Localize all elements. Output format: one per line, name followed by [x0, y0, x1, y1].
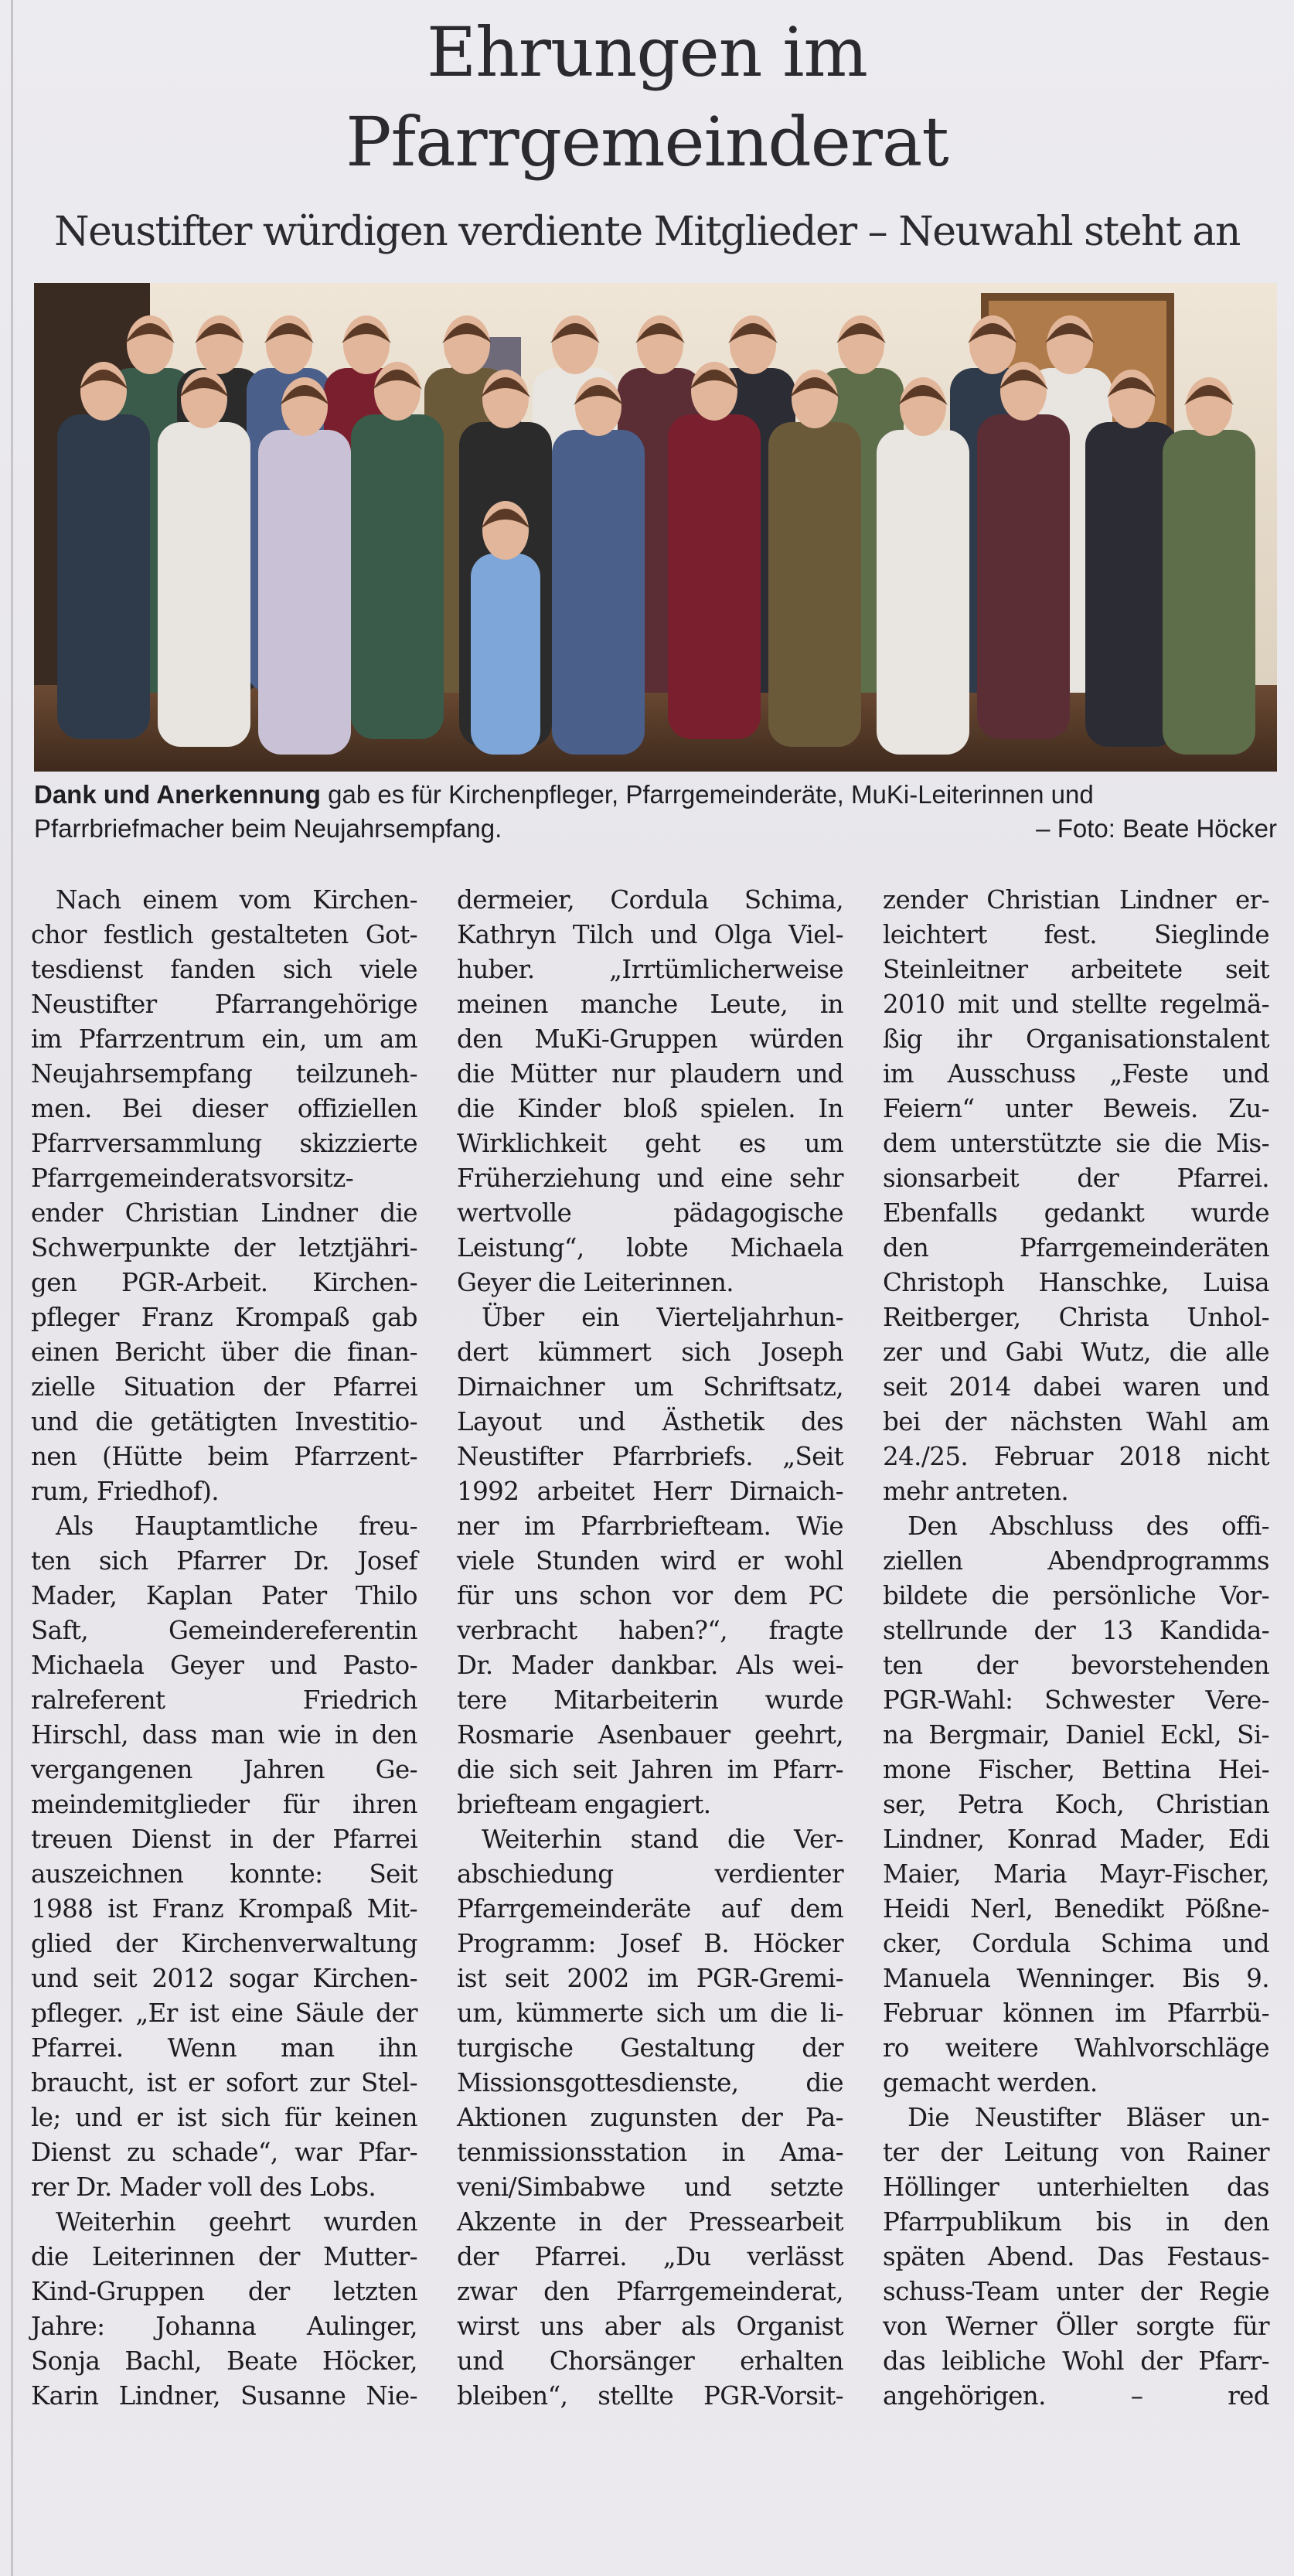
article-line: Mader, Kaplan Pater Thilo	[31, 1581, 417, 1610]
article-line: im Pfarrzentrum ein, um am	[31, 1024, 417, 1054]
article-line: angehörigen. – red	[883, 2381, 1269, 2411]
article-line: ßig ihr Organisationstalent	[883, 1024, 1269, 1054]
article-line: braucht, ist er sofort zur Stel-	[31, 2068, 417, 2097]
photo-person-front	[552, 377, 645, 755]
article-line: Pfarrei. Wenn man ihn	[31, 2033, 417, 2063]
article-line: Neustifter Pfarrbriefs. „Seit	[457, 1442, 843, 1471]
article-line: wirst uns aber als Organist	[457, 2312, 843, 2341]
article-line: und die getätigten Investitio-	[31, 1407, 417, 1436]
article-line: und seit 2012 sogar Kirchen-	[31, 1964, 417, 1993]
article-line: bleiben“, stellte PGR-Vorsit-	[457, 2381, 843, 2411]
photo-person-front	[258, 377, 351, 755]
article-line: Steinleitner arbeitete seit	[883, 955, 1269, 984]
article-line: tere Mitarbeiterin wurde	[457, 1685, 843, 1715]
article-line: Die Neustifter Bläser un-	[908, 2103, 1269, 2132]
caption-text-1: gab es für Kirchenpfleger, Pfarrgemeinderäte, MuKi-Leiterinnen und	[320, 780, 1094, 809]
article-line: le; und er ist sich für keinen	[31, 2103, 417, 2132]
article-line: pfleger Franz Krompaß gab	[31, 1303, 417, 1332]
article-line: Den Abschluss des offi-	[908, 1511, 1269, 1541]
clipping-edge	[11, 0, 13, 2576]
article-line: turgische Gestaltung der	[457, 2033, 843, 2063]
article-line: wertvolle pädagogische	[457, 1198, 843, 1228]
article-line: zender Christian Lindner er-	[883, 885, 1269, 915]
article-line: vergangenen Jahren Ge-	[31, 1755, 417, 1784]
photo-person-front	[877, 377, 969, 755]
group-photo	[34, 283, 1277, 772]
article-line: ten sich Pfarrer Dr. Josef	[31, 1546, 417, 1576]
article-line: Pfarrgemeinderatsvorsitz-	[31, 1164, 354, 1193]
article-line: zer und Gabi Wutz, die alle	[883, 1337, 1269, 1367]
headline-line-1: Ehrungen im	[427, 12, 867, 92]
article-line: 24./25. Februar 2018 nicht	[883, 1442, 1269, 1471]
article-line: Akzente in der Pressearbeit	[457, 2207, 843, 2237]
article-line: Geyer die Leiterinnen.	[457, 1268, 734, 1297]
photo-person-front	[768, 370, 861, 747]
article-line: sionsarbeit der Pfarrei.	[883, 1164, 1269, 1193]
article-line: treuen Dienst in der Pfarrei	[31, 1825, 417, 1854]
article-line: Programm: Josef B. Höcker	[457, 1929, 843, 1958]
article-line: Sonja Bachl, Beate Höcker,	[31, 2346, 417, 2376]
photo-caption	[34, 778, 1277, 846]
photo-person-front	[158, 370, 250, 747]
article-line: Christoph Hanschke, Luisa	[883, 1268, 1269, 1297]
article-line: Lindner, Konrad Mader, Edi	[883, 1825, 1269, 1854]
article-line: und Chorsänger erhalten	[457, 2346, 843, 2376]
article-line: gemacht werden.	[883, 2068, 1098, 2097]
article-line: zielle Situation der Pfarrei	[31, 1372, 417, 1402]
article-line: abschiedung verdienter	[457, 1859, 843, 1889]
article-line: Schwerpunkte der letztjähri-	[31, 1233, 417, 1262]
caption-line-1	[34, 778, 1277, 812]
article-line: Kind-Gruppen der letzten	[31, 2277, 417, 2306]
article-line: Hirschl, dass man wie in den	[31, 1720, 417, 1750]
article-line: Dr. Mader dankbar. Als wei-	[457, 1651, 843, 1680]
article-line: Maier, Maria Mayr-Fischer,	[883, 1859, 1269, 1889]
article-line: Leistung“, lobte Michaela	[457, 1233, 843, 1262]
article-line: die sich seit Jahren im Pfarr-	[457, 1755, 843, 1784]
article-line: das leibliche Wohl der Pfarr-	[883, 2346, 1269, 2376]
article-line: bei der nächsten Wahl am	[883, 1407, 1269, 1436]
subheadline: Neustifter würdigen verdiente Mitglieder – Neuwahl steht an	[54, 209, 1240, 255]
article-line: einen Bericht über die finan-	[31, 1337, 417, 1367]
article-line: ser, Petra Koch, Christian	[883, 1790, 1269, 1819]
photo-person-front	[668, 362, 761, 739]
article-line: im Ausschuss „Feste und	[883, 1059, 1269, 1089]
article-line: ten der bevorstehenden	[883, 1651, 1269, 1680]
article-line: Layout und Ästhetik des	[457, 1407, 843, 1436]
article-line: Manuela Wenninger. Bis 9.	[883, 1964, 1269, 1993]
article-line: 1988 ist Franz Krompaß Mit-	[31, 1894, 417, 1923]
article-line: pfleger. „Er ist eine Säule der	[31, 1998, 417, 2028]
article-line: Wirklichkeit geht es um	[457, 1129, 843, 1158]
article-line: dem unterstützte sie die Mis-	[883, 1129, 1269, 1158]
article-line: verbracht haben?“, fragte	[457, 1616, 843, 1645]
article-column-1	[31, 883, 417, 2414]
caption-line-2: Pfarrbriefmacher beim Neujahrsempfang.	[34, 814, 502, 843]
article-line: die Kinder bloß spielen. In	[457, 1094, 843, 1123]
article-line: ter der Leitung von Rainer	[883, 2138, 1269, 2167]
article-line: Pfarrpublikum bis in den	[883, 2207, 1269, 2237]
article-line: briefteam engagiert.	[457, 1790, 711, 1819]
article-line: Feiern“ unter Beweis. Zu-	[883, 1094, 1269, 1123]
article-line: meindemitglieder für ihren	[31, 1790, 417, 1819]
article-line: Weiterhin geehrt wurden	[56, 2207, 417, 2237]
article-line: Kathryn Tilch und Olga Viel-	[457, 920, 843, 949]
article-line: ro weitere Wahlvorschläge	[883, 2033, 1269, 2063]
article-line: nen (Hütte beim Pfarrzent-	[31, 1442, 417, 1471]
headline-line-2: Pfarrgemeinderat	[346, 102, 948, 182]
article-line: Aktionen zugunsten der Pa-	[457, 2103, 843, 2132]
article-line: Dirnaichner um Schriftsatz,	[457, 1372, 843, 1402]
photo-person-front	[351, 362, 444, 739]
group-photo-illustration	[34, 283, 1277, 772]
article-line: viele Stunden wird er wohl	[457, 1546, 843, 1576]
article-line: na Bergmair, Daniel Eckl, Si-	[883, 1720, 1269, 1750]
article-line: Karin Lindner, Susanne Nie-	[31, 2381, 417, 2411]
article-line: Saft, Gemeindereferentin	[31, 1616, 417, 1645]
article-line: ender Christian Lindner die	[31, 1198, 417, 1228]
article-line: der Pfarrei. „Du verlässt	[457, 2242, 843, 2271]
article-line: dert kümmert sich Joseph	[457, 1337, 843, 1367]
article-line: Pfarrversammlung skizzierte	[31, 1129, 417, 1158]
article-line: auszeichnen konnte: Seit	[31, 1859, 417, 1889]
article-line: Über ein Vierteljahrhun-	[482, 1303, 843, 1332]
article-line: rer Dr. Mader voll des Lobs.	[31, 2172, 376, 2202]
article-line: tesdienst fanden sich viele	[31, 955, 417, 984]
article-line: huber. „Irrtümlicherweise	[457, 955, 843, 984]
article-line: 2010 mit und stellte regelmä-	[883, 990, 1269, 1019]
article-line: meinen manche Leute, in	[457, 990, 843, 1019]
article-line: ist seit 2002 im PGR-Gremi-	[457, 1964, 843, 1993]
article-line: ralreferent Friedrich	[31, 1685, 417, 1715]
article-line: gen PGR-Arbeit. Kirchen-	[31, 1268, 417, 1297]
article-line: mehr antreten.	[883, 1477, 1069, 1506]
article-column-2	[457, 883, 843, 2414]
photo-person-front	[1163, 377, 1255, 755]
article-line: veni/Simbabwe und setzte	[457, 2172, 843, 2202]
article-line: Missionsgottesdienste, die	[457, 2068, 843, 2097]
article-line: dermeier, Cordula Schima,	[457, 885, 843, 915]
article-line: tenmissionsstation in Ama-	[457, 2138, 843, 2167]
article-line: stellrunde der 13 Kandida-	[883, 1616, 1269, 1645]
article-line: den MuKi-Gruppen würden	[457, 1024, 843, 1054]
article-line: Michaela Geyer und Pasto-	[31, 1651, 417, 1680]
article-line: Rosmarie Asenbauer geehrt,	[457, 1720, 843, 1750]
article-line: den Pfarrgemeinderäten	[883, 1233, 1269, 1262]
article-line: Neustifter Pfarrangehörige	[31, 990, 417, 1019]
photo-credit: – Foto: Beate Höcker	[1036, 814, 1277, 843]
article-line: leichtert fest. Sieglinde	[883, 920, 1269, 949]
article-line: PGR-Wahl: Schwester Vere-	[883, 1685, 1269, 1715]
article-line: Reitberger, Christa Unhol-	[883, 1303, 1269, 1332]
article-line: die Mütter nur plaudern und	[457, 1059, 843, 1089]
article-line: schuss-Team unter der Regie	[883, 2277, 1269, 2306]
photo-person-front	[57, 362, 150, 739]
article-line: Ebenfalls gedankt wurde	[883, 1198, 1269, 1228]
article-line: die Leiterinnen der Mutter-	[31, 2242, 417, 2271]
article-line: Früherziehung und eine sehr	[457, 1164, 843, 1193]
article-line: men. Bei dieser offiziellen	[31, 1094, 417, 1123]
article-line: Jahre: Johanna Aulinger,	[31, 2312, 417, 2341]
article-line: 1992 arbeitet Herr Dirnaich-	[457, 1477, 843, 1506]
caption-bold-lead: Dank und Anerkennung	[34, 780, 321, 809]
article-line: Als Hauptamtliche freu-	[56, 1511, 417, 1541]
article-line: ner im Pfarrbriefteam. Wie	[457, 1511, 843, 1541]
article-line: zwar den Pfarrgemeinderat,	[457, 2277, 843, 2306]
article-line: Februar können im Pfarrbü-	[883, 1998, 1269, 2028]
article-line: chor festlich gestalteten Got-	[31, 920, 417, 949]
article-line: für uns schon vor dem PC	[457, 1581, 843, 1610]
article-line: Weiterhin stand die Ver-	[482, 1825, 843, 1854]
photo-person-front	[977, 362, 1070, 739]
article-line: Nach einem vom Kirchen-	[56, 885, 417, 915]
article-line: von Werner Öller sorgte für	[883, 2312, 1269, 2341]
article-line: Pfarrgemeinderäte auf dem	[457, 1894, 843, 1923]
article-line: um, kümmerte sich um die li-	[457, 1998, 843, 2028]
article-line: cker, Cordula Schima und	[883, 1929, 1269, 1958]
photo-people	[57, 315, 1255, 755]
article-line: rum, Friedhof).	[31, 1477, 220, 1506]
article-line: späten Abend. Das Festaus-	[883, 2242, 1269, 2271]
article-column-3	[883, 883, 1269, 2414]
article-line: Höllinger unterhielten das	[883, 2172, 1269, 2202]
article-line: Dienst zu schade“, war Pfar-	[31, 2138, 417, 2167]
article-line: Heidi Nerl, Benedikt Pößne-	[883, 1894, 1269, 1923]
article-line: seit 2014 dabei waren und	[883, 1372, 1269, 1402]
article-line: glied der Kirchenverwaltung	[31, 1929, 417, 1958]
article-line: ziellen Abendprogramms	[883, 1546, 1269, 1576]
article-line: Neujahrsempfang teilzuneh-	[31, 1059, 417, 1089]
article-line: bildete die persönliche Vor-	[883, 1581, 1269, 1610]
article-line: mone Fischer, Bettina Hei-	[883, 1755, 1269, 1784]
